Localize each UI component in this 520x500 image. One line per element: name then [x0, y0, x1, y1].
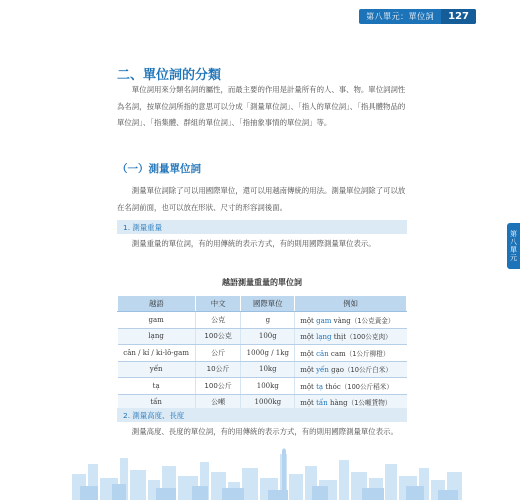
subsection-paragraph: 測量單位詞除了可以用國際單位，還可以用越南傳統的用法。測量單位詞除了可以放在名詞前面，也可以放在形狀、尺寸的形容詞後面。 [117, 186, 406, 212]
cell-international-unit: 1000g / 1kg [241, 345, 295, 362]
page-number: 127 [441, 9, 476, 24]
weight-heading: 1. 測量重量 [117, 220, 407, 234]
cell-chinese: 公克 [195, 312, 241, 329]
example-unit-highlight: yến [316, 366, 329, 375]
cell-chinese: 公噸 [195, 394, 241, 411]
cell-vietnamese: gam [118, 312, 196, 329]
cell-international-unit: g [241, 312, 295, 329]
cell-chinese: 100公克 [195, 328, 241, 345]
cell-vietnamese: tấn [118, 394, 196, 411]
cell-international-unit: 100g [241, 328, 295, 345]
side-chapter-tab [507, 223, 520, 269]
example-unit-highlight: cân [316, 349, 329, 358]
cell-vietnamese: yến [118, 361, 196, 378]
cell-chinese: 公斤 [195, 345, 241, 362]
table-row [118, 345, 407, 362]
header-example: 例如 [295, 296, 407, 312]
example-unit-highlight: tạ [316, 382, 324, 391]
city-skyline-illustration [72, 448, 462, 500]
cell-example: một lạng thịt（100公克肉） [295, 328, 407, 345]
cell-example: một tấn hàng（1公噸貨物） [295, 394, 407, 411]
chapter-label: 第八單元：單位詞 [366, 12, 435, 21]
section-intro-paragraph: 單位詞用來分類名詞的屬性，而最主要的作用是計量所有的人、事、物。單位詞詞性為名詞，按單位詞所指的意思可以分成「測量單位詞」、「指人的單位詞」、「指具體物品的單位詞」、「指集體、群組的單位詞」、「指抽象事情的單位詞」等。 [117, 85, 406, 127]
cell-example: một tạ thóc（100公斤稻米） [295, 378, 407, 395]
cell-vietnamese: lạng [118, 328, 196, 345]
chapter-header-tab [359, 9, 476, 24]
table-row [118, 312, 407, 329]
length-heading: 2. 測量高度、長度 [117, 408, 407, 422]
table-row [118, 378, 407, 395]
weight-paragraph: 測量重量的單位詞，有的用傳統的表示方式，有的則用國際測量單位表示。 [131, 239, 376, 248]
header-international-unit: 國際單位 [241, 296, 295, 312]
cell-vietnamese: tạ [118, 378, 196, 395]
weight-units-table [117, 295, 407, 411]
cell-vietnamese: cân / kí / ki-lô-gam [118, 345, 196, 362]
table-title: 越語測量重量的單位詞 [222, 278, 302, 287]
table-row [118, 328, 407, 345]
subsection-title: （一）測量單位詞 [117, 163, 201, 175]
cell-international-unit: 1000kg [241, 394, 295, 411]
cell-example: một cân cam（1公斤柳橙） [295, 345, 407, 362]
table-header-row [118, 296, 407, 312]
length-paragraph: 測量高度、長度的單位詞，有的用傳統的表示方式，有的則用國際測量單位表示。 [131, 427, 398, 436]
cell-international-unit: 10kg [241, 361, 295, 378]
example-unit-highlight: lạng [316, 333, 332, 342]
cell-chinese: 100公斤 [195, 378, 241, 395]
table-row [118, 361, 407, 378]
cell-example: một yến gạo（10公斤白米） [295, 361, 407, 378]
cell-international-unit: 100kg [241, 378, 295, 395]
example-unit-highlight: gam [316, 316, 332, 325]
section-title: 二、單位詞的分類 [117, 68, 222, 83]
example-unit-highlight: tấn [316, 399, 328, 408]
side-chapter-label: 第八單元 [509, 230, 518, 262]
cell-example: một gam vàng（1公克黃金） [295, 312, 407, 329]
header-chinese: 中文 [195, 296, 241, 312]
cell-chinese: 10公斤 [195, 361, 241, 378]
header-vietnamese: 越語 [118, 296, 196, 312]
